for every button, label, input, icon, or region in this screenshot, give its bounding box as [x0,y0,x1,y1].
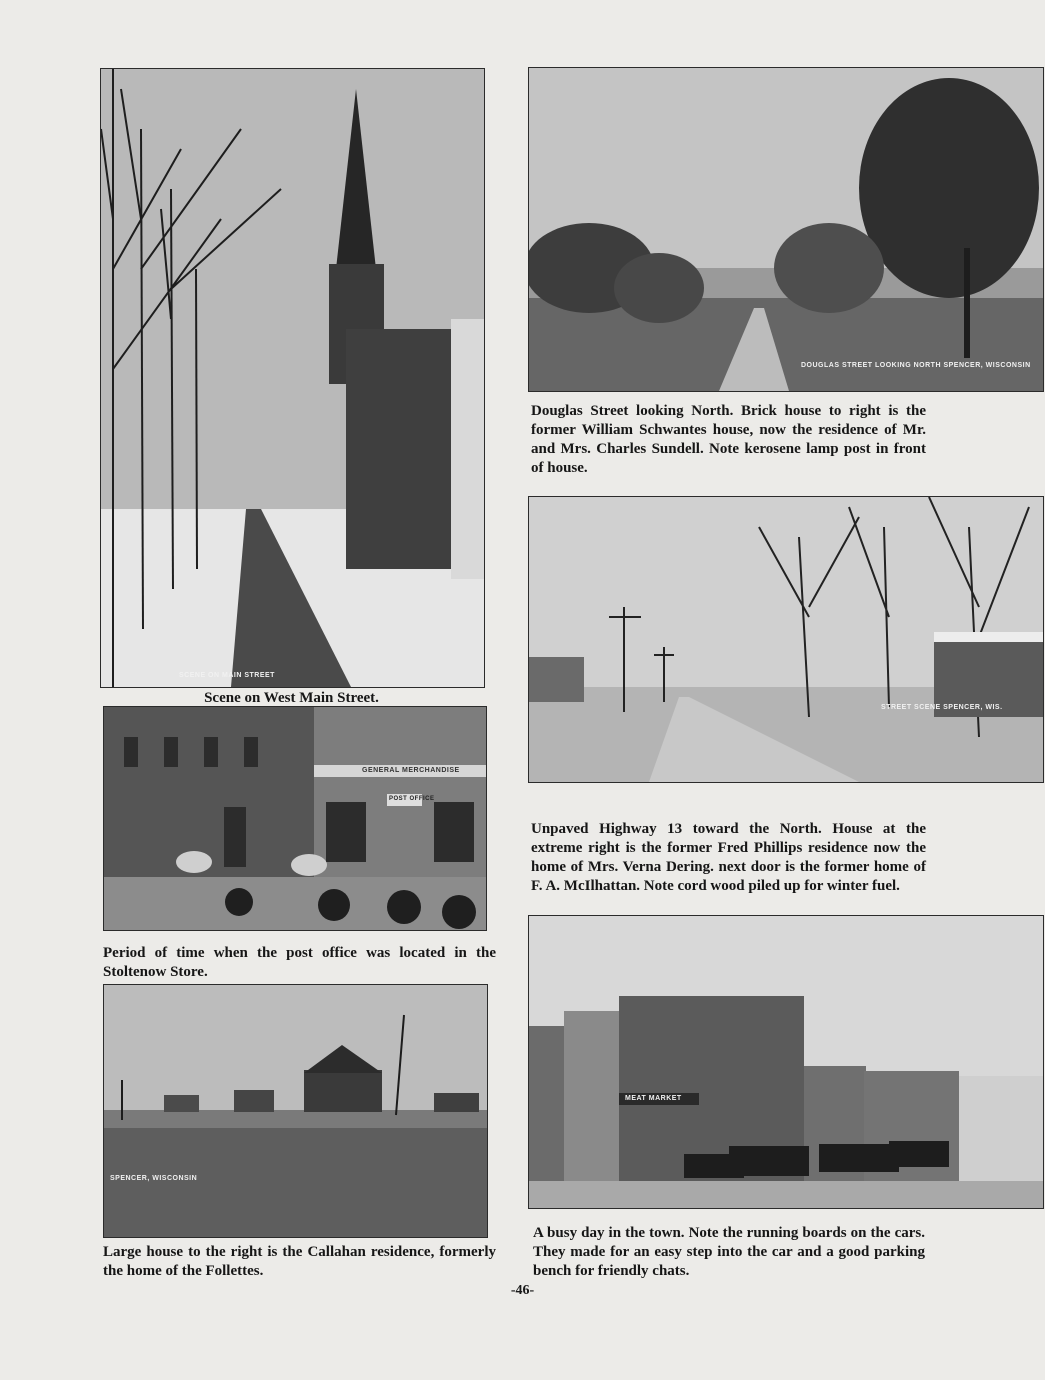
photo-highway-13 [528,496,1044,783]
caption-highway-13: Unpaved Highway 13 toward the North. House at the extreme right is the former Fred Phillips residence now the home of Mrs. Verna Dering. next door is the former home of F. A. McIlhattan. Note cord wood piled up for winter fuel. [531,821,926,894]
photo-douglas-imprint: DOUGLAS STREET LOOKING NORTH SPENCER, WISCONSIN [801,362,1031,369]
photo-church-main-street [100,68,485,688]
photo-callahan-residence [103,984,488,1238]
page-number: -46- [510,1283,535,1298]
photo-busy-day [528,915,1044,1209]
post-office-sign: POST OFFICE [389,796,435,802]
caption-stoltenow-store: Period of time when the post office was located in the Stoltenow Store. [103,945,496,980]
photo-stoltenow-store [103,706,487,931]
caption-busy-day: A busy day in the town. Note the running boards on the cars. They made for an easy step into the car and a good parking bench for friendly chats. [533,1225,925,1279]
photo-stoltenow-imprint: GENERAL MERCHANDISE [362,767,460,774]
photo-highway-imprint: STREET SCENE SPENCER, WIS. [881,704,1003,711]
meat-market-sign: MEAT MARKET [625,1095,682,1102]
caption-callahan-residence: Large house to the right is the Callahan residence, formerly the home of the Follettes. [103,1244,496,1279]
caption-church-main-street: Scene on West Main Street. [204,690,379,706]
photo-douglas-street [528,67,1044,392]
photo-callahan-imprint: SPENCER, WISCONSIN [110,1175,198,1182]
caption-douglas-street: Douglas Street looking North. Brick house to right is the former William Schwantes house, now the residence of Mr. and Mrs. Charles Sundell. Note kerosene lamp post in front of house. [531,403,926,476]
photo-church-imprint: SCENE ON MAIN STREET [179,672,275,679]
